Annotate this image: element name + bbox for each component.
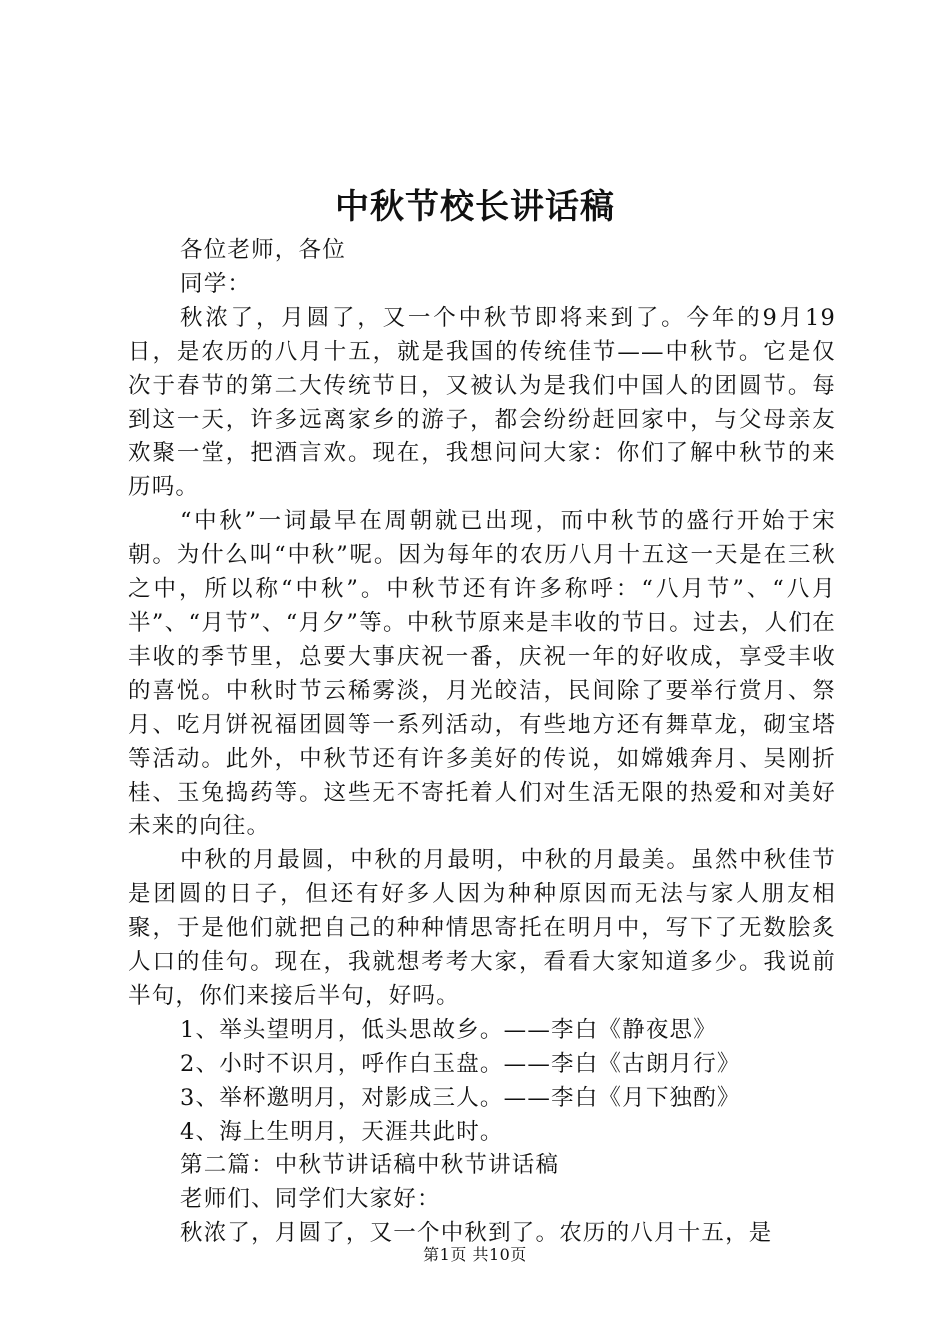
poem-list-item: 1、举头望明月，低头思故乡。——李白《静夜思》 <box>180 1016 717 1043</box>
page-footer: 第1页 共10页 <box>423 1245 527 1264</box>
document-title: 中秋节校长讲话稿 <box>335 187 615 227</box>
body-paragraph: “中秋”一词最早在周朝就已出现，而中秋节的盛行开始于宋朝。为什么叫“中秋”呢。因为每年的农历八月十五这一天是在三秋之中，所以称“中秋”。中秋节还有许多称呼：“八月节”、“八月半”、“月节”、“月夕”等。中秋节原来是丰收的节日。过去，人们在丰收的季节里，总要大事庆祝一番，庆祝一年的好收成，享受丰收的喜悦。中秋时节云稀雾淡，月光皎洁，民间除了要举行赏月、祭月、吃月饼祝福团圆等一系列活动，有些地方还有舞草龙，砌宝塔等活动。此外，中秋节还有许多美好的传说，如嫦娥奔月、吴刚折桂、玉兔捣药等。这些无不寄托着人们对生活无限的热爱和对美好未来的向往。 <box>128 508 836 840</box>
section-greeting: 老师们、同学们大家好： <box>180 1186 441 1213</box>
poem-list-item: 3、举杯邀明月，对影成三人。——李白《月下独酌》 <box>180 1084 741 1111</box>
body-paragraph: 秋浓了，月圆了，又一个中秋到了。农历的八月十五，是 <box>180 1220 773 1247</box>
greeting-line: 各位老师，各位 <box>180 237 346 263</box>
greeting-line: 同学： <box>180 270 252 297</box>
body-paragraph: 中秋的月最圆，中秋的月最明，中秋的月最美。虽然中秋佳节是团圆的日子，但还有好多人因为种种原因而无法与家人朋友相聚，于是他们就把自己的种种情思寄托在明月中，写下了无数脍炙人口的佳句。现在，我就想考考大家，看看大家知道多少。我说前半句，你们来接后半句，好吗。 <box>128 847 836 1009</box>
poem-list-item: 4、海上生明月，天涯共此时。 <box>180 1118 504 1145</box>
section-heading: 第二篇：中秋节讲话稿中秋节讲话稿 <box>180 1152 560 1179</box>
poem-list-item: 2、小时不识月，呼作白玉盘。——李白《古朗月行》 <box>180 1050 741 1077</box>
document-body <box>128 234 836 1251</box>
body-paragraph: 秋浓了，月圆了，又一个中秋节即将来到了。今年的9月19日，是农历的八月十五，就是我国的传统佳节——中秋节。它是仅次于春节的第二大传统节日，又被认为是我们中国人的团圆节。每到这一天，许多远离家乡的游子，都会纷纷赶回家中，与父母亲友欢聚一堂，把酒言欢。现在，我想问问大家：你们了解中秋节的来历吗。 <box>128 304 836 501</box>
